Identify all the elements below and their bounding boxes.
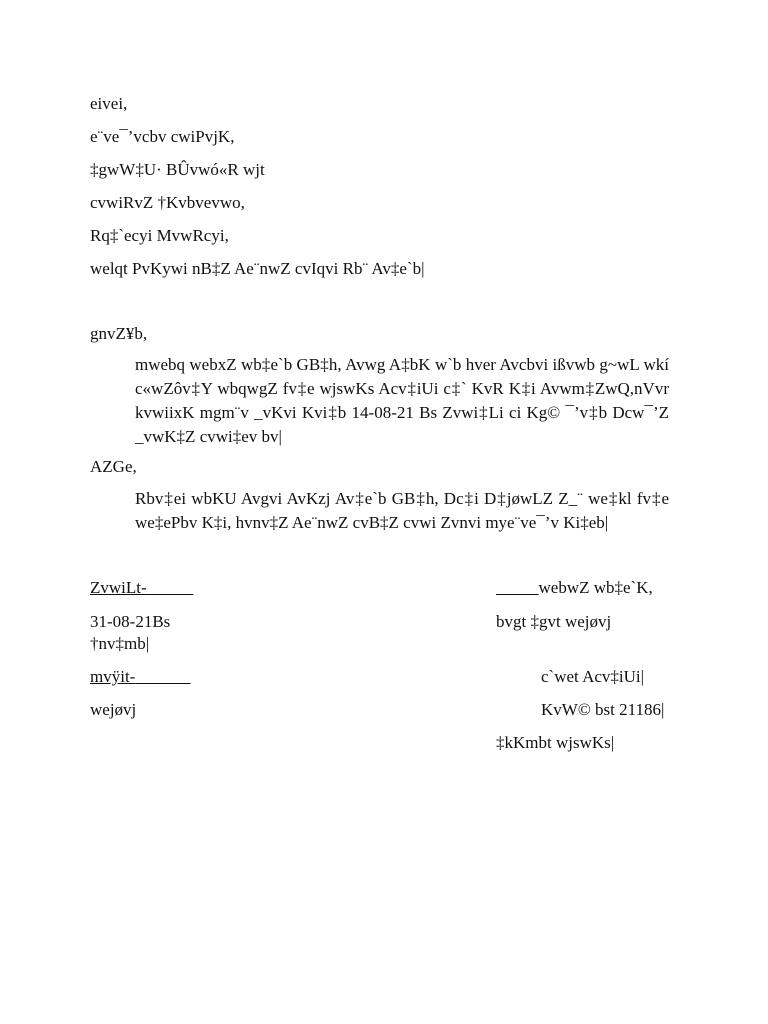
witness-value: wejøvj xyxy=(90,700,137,719)
witness-label: mvÿit- xyxy=(90,667,136,686)
address-line-1: eivei, xyxy=(90,94,128,113)
date-suffix: †nv‡mb| xyxy=(90,634,150,653)
therefore-line: AZGe, xyxy=(90,457,137,476)
subject-line: welqt PvKywi nB‡Z Ae¨nwZ cvIqvi Rb¨ Av‡e`b| xyxy=(90,259,425,278)
date-value: 31-08-21Bs xyxy=(90,612,171,631)
address-line-4: cvwiRvZ †Kvbvevwo, xyxy=(90,193,245,212)
address-line-3: ‡gwW‡U· BÛvwó«R wjt xyxy=(90,160,265,179)
closing-line: webwZ wb‡e`K, xyxy=(538,578,653,597)
signer-name: bvgt ‡gvt wejøvj xyxy=(496,612,612,631)
section-line: ‡kKmbt wjswKs| xyxy=(496,733,615,752)
body-paragraph-2: Rbv‡ei wbKU Avgvi AvKzj Av‡e`b GB‡h, Dc‡i D‡jøwLZ Z_¨ we‡kl fv‡e we‡ePbv K‡i, hvnv‡Z Ae¨nwZ cvB‡Z cvwi Zvnvi mye¨ve¯’v Ki‡eb| xyxy=(135,489,669,532)
date-label: ZvwiLt- xyxy=(90,578,147,597)
address-line-2: e¨ve¯’vcbv cwiPvjK, xyxy=(90,127,235,146)
card-number: KvW© bst 21186| xyxy=(541,700,665,719)
salutation: gnvZ¥b, xyxy=(90,324,148,343)
body-paragraph-1: mwebq webxZ wb‡e`b GB‡h, Avwg A‡bK w`b hver Avcbvi ißvwb g~wL wkí c«wZôv‡Y wbqwgZ fv‡e wjswKs Acv‡iUi c‡` KvR K‡i Avwm‡ZwQ,nVvr kvwiixK mgm¨v _vKvi Kvi‡b 14-08-21 Bs Zvwi‡Li ci Kg© ¯’v‡b Dcw¯’Z _vwK‡Z cvwi‡ev bv| xyxy=(135,355,669,446)
address-line-5: Rq‡`ecyi MvwRcyi, xyxy=(90,226,229,245)
signer-role: c`wet Acv‡iUi| xyxy=(541,667,645,686)
